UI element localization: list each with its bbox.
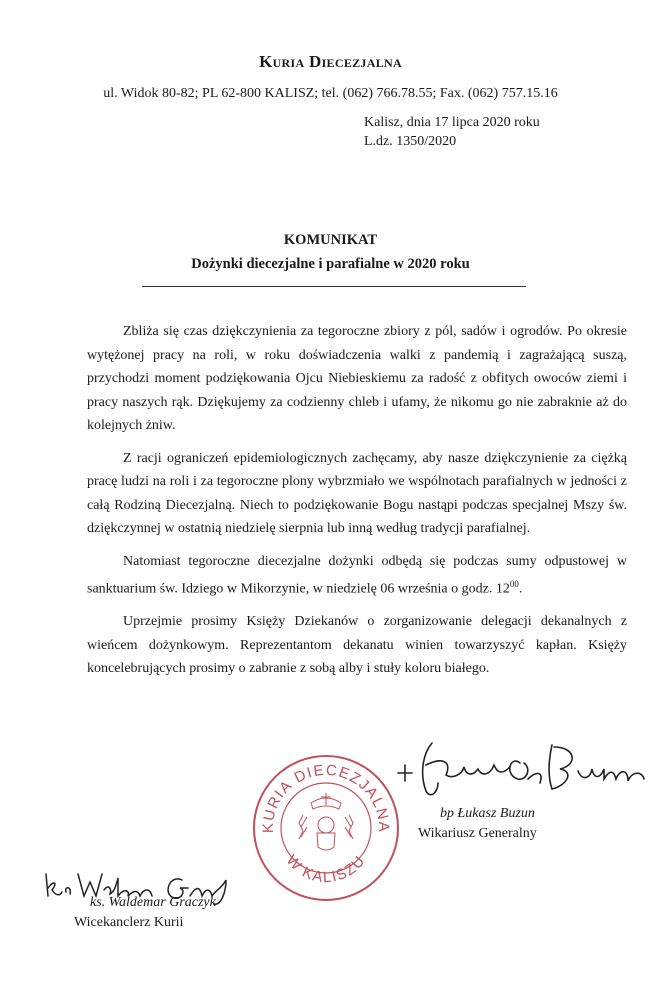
time-minutes-superscript: 00	[509, 579, 519, 589]
announcement-heading: KOMUNIKAT	[283, 232, 378, 248]
paragraph-4: Uprzejmie prosimy Księży Dziekanów o zorganizowanie delegacji dekanalnych z wieńcem dożynkowym. Reprezentantom dekanatu winien towarzyszyć kapłan. Księży koncelebrujących prosimy o zabranie z sobą alby i stuły koloru białego.	[87, 614, 627, 677]
title-divider	[142, 286, 526, 287]
paragraph-3	[87, 550, 627, 602]
vicechancellor-name: ks. Waldemar Graczyk	[90, 895, 216, 910]
paragraph-1: Zbliża się czas dziękczynienia za tegoroczne zbiory z pól, sadów i ogrodów. Po okresie wytężonej pracy na roli, w roku doświadczenia walki z pandemią i zagrażającą suszą, przychodzi moment podziękowania Ojcu Niebieskiemu za radość z obfitych owoców ziemi i pracy naszych rąk. Dziękujemy za codzienny chleb i ufamy, że nikomu go nie zabraknie aż do kolejnych żniw.	[87, 324, 627, 433]
reference-number: L.dz. 1350/2020	[364, 134, 457, 149]
announcement-subtitle: Dożynki diecezjalne i parafialne w 2020 roku	[191, 256, 470, 272]
curia-address: ul. Widok 80-82; PL 62-800 KALISZ; tel. (062) 766.78.55; Fax. (062) 757.15.16	[103, 86, 558, 101]
letter-date: Kalisz, dnia 17 lipca 2020 roku	[364, 115, 540, 130]
stamp-top-text: KURIA DIECEZJALNA	[259, 761, 393, 834]
paragraph-3-text: Natomiast tegoroczne diecezjalne dożynki odbędą się podczas sumy odpustowej w sanktuarium św. Idziego w Mikorzynie, w niedzielę 06 września o godz. 12	[87, 553, 627, 597]
bishop-role: Wikariusz Generalny	[418, 826, 537, 841]
letter-body	[87, 320, 627, 690]
curia-title: Kuria Diecezjalna	[259, 52, 402, 71]
coat-of-arms-icon	[299, 793, 353, 850]
paragraph-3-end: .	[518, 581, 523, 597]
stamp-bottom-text: W KALISZU	[282, 851, 370, 887]
paragraph-2: Z racji ograniczeń epidemiologicznych zachęcamy, aby nasze dziękczynienie za ciężką pracę ludzi na roli i za tegoroczne plony wybrzmiało we wspólnotach parafialnych w jedności z całą Rodziną Diecezjalną. Niech to podziękowanie Bogu nastąpi podczas specjalnej Mszy św. dziękczynnej w ostatnią niedzielę sierpnia lub inną według tradycji parafialnej.	[87, 450, 627, 536]
vicechancellor-role: Wicekanclerz Kurii	[74, 915, 184, 930]
bishop-signature	[392, 735, 652, 805]
curia-stamp	[251, 753, 401, 903]
bishop-name: bp Łukasz Buzun	[440, 806, 535, 821]
